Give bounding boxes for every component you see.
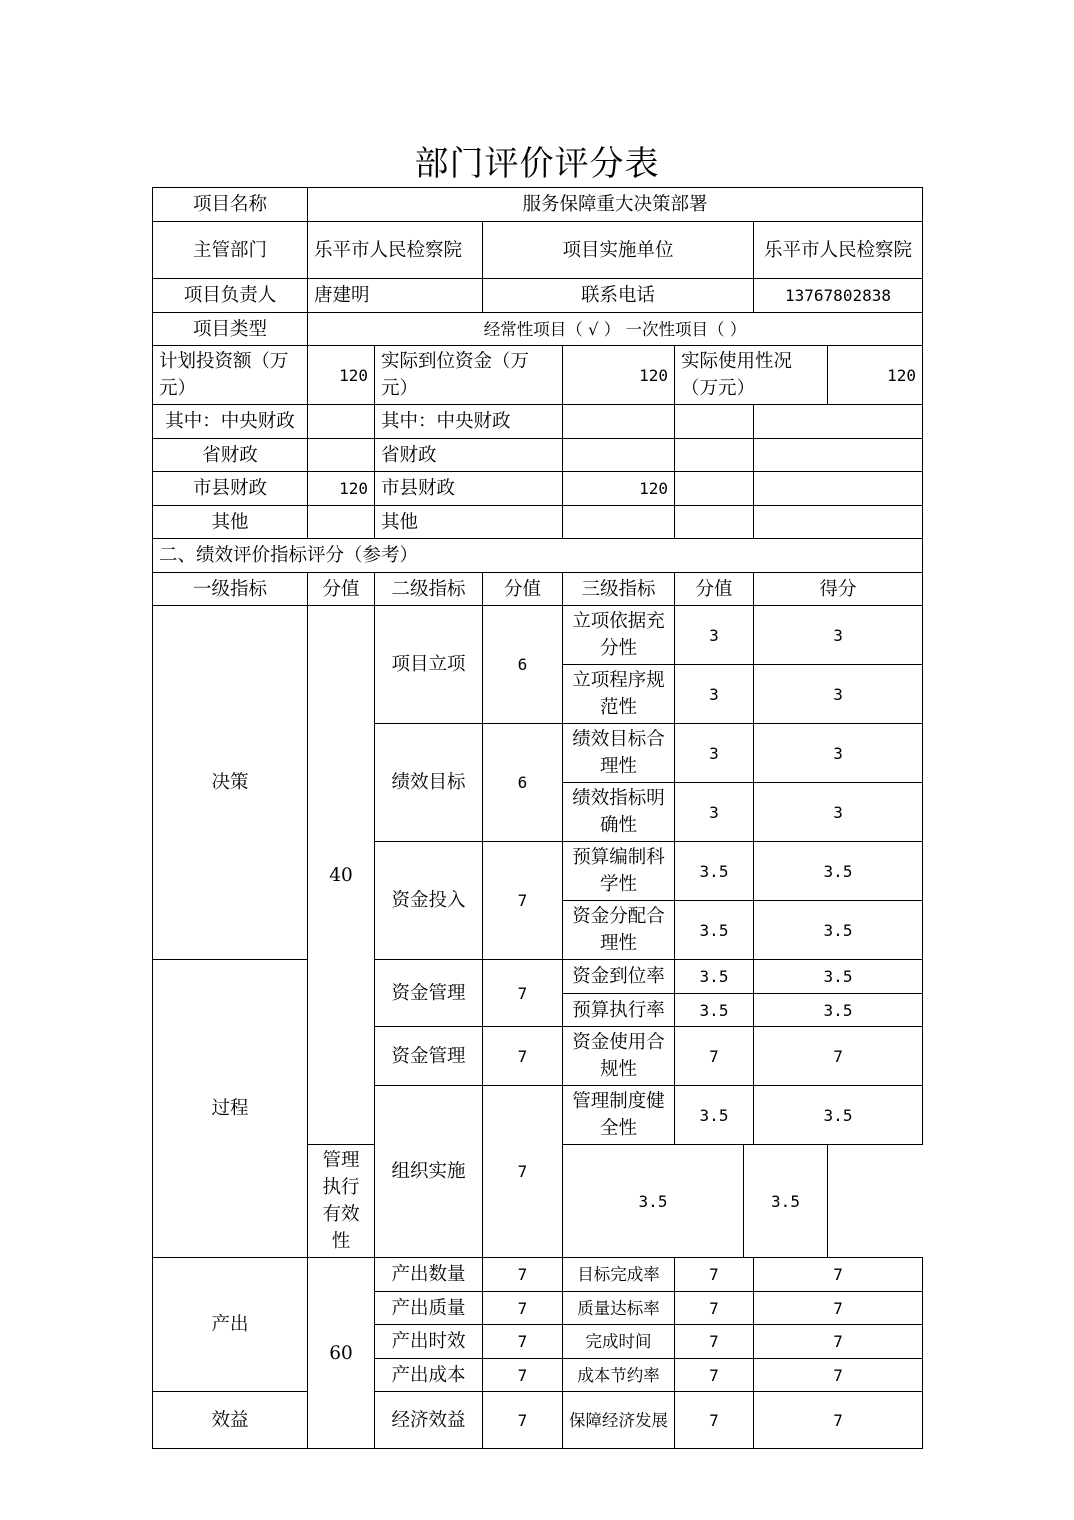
level2-indicator: 资金投入 (375, 842, 483, 960)
got-score: 7 (754, 1292, 923, 1325)
got-score: 7 (754, 1258, 923, 1292)
got-score: 7 (754, 1027, 923, 1086)
level2-score: 7 (483, 1258, 563, 1292)
arrived-funds-label: 实际到位资金（万元） (375, 346, 563, 405)
section-heading: 二、绩效评价指标评分（参考） (153, 539, 923, 573)
level3-score: 7 (675, 1292, 754, 1325)
project-name-label: 项目名称 (153, 188, 308, 222)
got-score: 3.5 (754, 1086, 923, 1145)
level2-indicator: 产出成本 (375, 1359, 483, 1392)
used-funds-value: 120 (828, 346, 923, 405)
fund-source-row (153, 472, 923, 506)
got-score: 3.5 (754, 960, 923, 994)
level3-indicator: 目标完成率 (563, 1258, 675, 1292)
level3-indicator: 立项依据充分性 (563, 606, 675, 665)
level3-score: 3.5 (563, 1145, 744, 1258)
fund-source-value-2 (563, 405, 675, 439)
level3-score: 7 (675, 1258, 754, 1292)
fund-source-value (308, 506, 375, 539)
got-score: 3.5 (754, 901, 923, 960)
level3-indicator: 资金使用合规性 (563, 1027, 675, 1086)
fund-source-row (153, 439, 923, 472)
level2-score: 7 (483, 1292, 563, 1325)
level3-indicator: 质量达标率 (563, 1292, 675, 1325)
planned-investment-label: 计划投资额（万元） (153, 346, 308, 405)
dept-value: 乐平市人民检察院 (308, 222, 483, 279)
level3-score: 3.5 (675, 842, 754, 901)
leader-label: 项目负责人 (153, 279, 308, 313)
fund-source-value (308, 405, 375, 439)
header-row (153, 573, 923, 606)
level3-indicator: 资金到位率 (563, 960, 675, 994)
level2-score: 7 (483, 1359, 563, 1392)
fund-source-label-2: 其中：中央财政 (375, 405, 563, 439)
level3-indicator: 立项程序规范性 (563, 665, 675, 724)
fund-source-label: 市县财政 (153, 472, 308, 506)
level2-score: 7 (483, 1325, 563, 1359)
got-score: 3.5 (754, 842, 923, 901)
got-score: 7 (754, 1392, 923, 1449)
column-header: 三级指标 (563, 573, 675, 606)
level2-indicator: 资金管理 (375, 960, 483, 1027)
level3-indicator: 预算编制科学性 (563, 842, 675, 901)
impl-unit-label: 项目实施单位 (483, 222, 754, 279)
fund-source-label: 省财政 (153, 439, 308, 472)
level3-indicator: 管理制度健全性 (563, 1086, 675, 1145)
used-funds-label: 实际使用性况（万元） (675, 346, 828, 405)
level1-indicator: 产出 (153, 1258, 308, 1392)
level2-indicator: 经济效益 (375, 1392, 483, 1449)
level2-indicator: 组织实施 (375, 1086, 483, 1258)
column-header: 分值 (308, 573, 375, 606)
level2-score: 7 (483, 1086, 563, 1258)
level2-indicator: 绩效目标 (375, 724, 483, 842)
level3-indicator: 资金分配合理性 (563, 901, 675, 960)
column-header: 得分 (754, 573, 923, 606)
level1-score: 60 (308, 1258, 375, 1449)
level3-score: 3.5 (675, 1086, 754, 1145)
got-score: 3.5 (754, 994, 923, 1027)
level3-score: 3 (675, 665, 754, 724)
fund-source-value-2: 120 (563, 472, 675, 506)
level2-score: 7 (483, 1392, 563, 1449)
level3-indicator: 完成时间 (563, 1325, 675, 1359)
got-score: 3 (754, 665, 923, 724)
column-header: 分值 (675, 573, 754, 606)
level3-score: 3 (675, 606, 754, 665)
level2-score: 7 (483, 1027, 563, 1086)
fund-source-value-2 (563, 439, 675, 472)
fund-source-label-2: 市县财政 (375, 472, 563, 506)
level1-indicator: 过程 (153, 960, 308, 1258)
column-header: 分值 (483, 573, 563, 606)
level2-indicator: 产出时效 (375, 1325, 483, 1359)
level2-score: 6 (483, 724, 563, 842)
level3-score: 3.5 (675, 960, 754, 994)
level3-score: 7 (675, 1392, 754, 1449)
fund-source-row (153, 506, 923, 539)
level3-indicator: 绩效目标合理性 (563, 724, 675, 783)
level3-score: 7 (675, 1359, 754, 1392)
impl-unit-value: 乐平市人民检察院 (754, 222, 923, 279)
fund-source-label: 其中：中央财政 (153, 405, 308, 439)
level3-score: 3 (675, 783, 754, 842)
got-score: 3 (754, 724, 923, 783)
level3-score: 7 (675, 1027, 754, 1086)
level1-indicator: 决策 (153, 606, 308, 960)
level1-indicator: 效益 (153, 1392, 308, 1449)
planned-investment-value: 120 (308, 346, 375, 405)
level3-score: 3.5 (675, 994, 754, 1027)
got-score: 7 (754, 1325, 923, 1359)
fund-source-row (153, 405, 923, 439)
level3-score: 3.5 (675, 901, 754, 960)
table-row (153, 606, 923, 665)
fund-source-label-2: 其他 (375, 506, 563, 539)
fund-source-label: 其他 (153, 506, 308, 539)
got-score: 3.5 (744, 1145, 828, 1258)
level2-score: 7 (483, 960, 563, 1027)
level1-score: 40 (308, 606, 375, 1145)
level3-score: 7 (675, 1325, 754, 1359)
evaluation-table (152, 187, 923, 1449)
dept-label: 主管部门 (153, 222, 308, 279)
arrived-funds-value: 120 (563, 346, 675, 405)
type-label: 项目类型 (153, 313, 308, 346)
level3-indicator: 成本节约率 (563, 1359, 675, 1392)
level3-indicator: 预算执行率 (563, 994, 675, 1027)
page-title: 部门评价评分表 (414, 144, 660, 184)
project-name-value: 服务保障重大决策部署 (308, 188, 923, 222)
leader-value: 唐建明 (308, 279, 483, 313)
level2-score: 6 (483, 606, 563, 724)
phone-label: 联系电话 (483, 279, 754, 313)
level3-score: 3 (675, 724, 754, 783)
fund-source-label-2: 省财政 (375, 439, 563, 472)
column-header: 二级指标 (375, 573, 483, 606)
level2-indicator: 项目立项 (375, 606, 483, 724)
got-score: 3 (754, 783, 923, 842)
phone-value: 13767802838 (754, 279, 923, 313)
level3-indicator: 管理执行有效性 (308, 1145, 375, 1258)
fund-source-value (308, 439, 375, 472)
type-value: 经常性项目（ √ ） 一次性项目（ ） (308, 313, 923, 346)
level2-indicator: 产出质量 (375, 1292, 483, 1325)
got-score: 3 (754, 606, 923, 665)
fund-source-value-2 (563, 506, 675, 539)
table-row (153, 1392, 923, 1449)
column-header: 一级指标 (153, 573, 308, 606)
table-row (153, 960, 923, 994)
level3-indicator: 保障经济发展 (563, 1392, 675, 1449)
level3-indicator: 绩效指标明确性 (563, 783, 675, 842)
table-row (153, 1258, 923, 1292)
level2-indicator: 资金管理 (375, 1027, 483, 1086)
got-score: 7 (754, 1359, 923, 1392)
level2-score: 7 (483, 842, 563, 960)
fund-source-value: 120 (308, 472, 375, 506)
level2-indicator: 产出数量 (375, 1258, 483, 1292)
